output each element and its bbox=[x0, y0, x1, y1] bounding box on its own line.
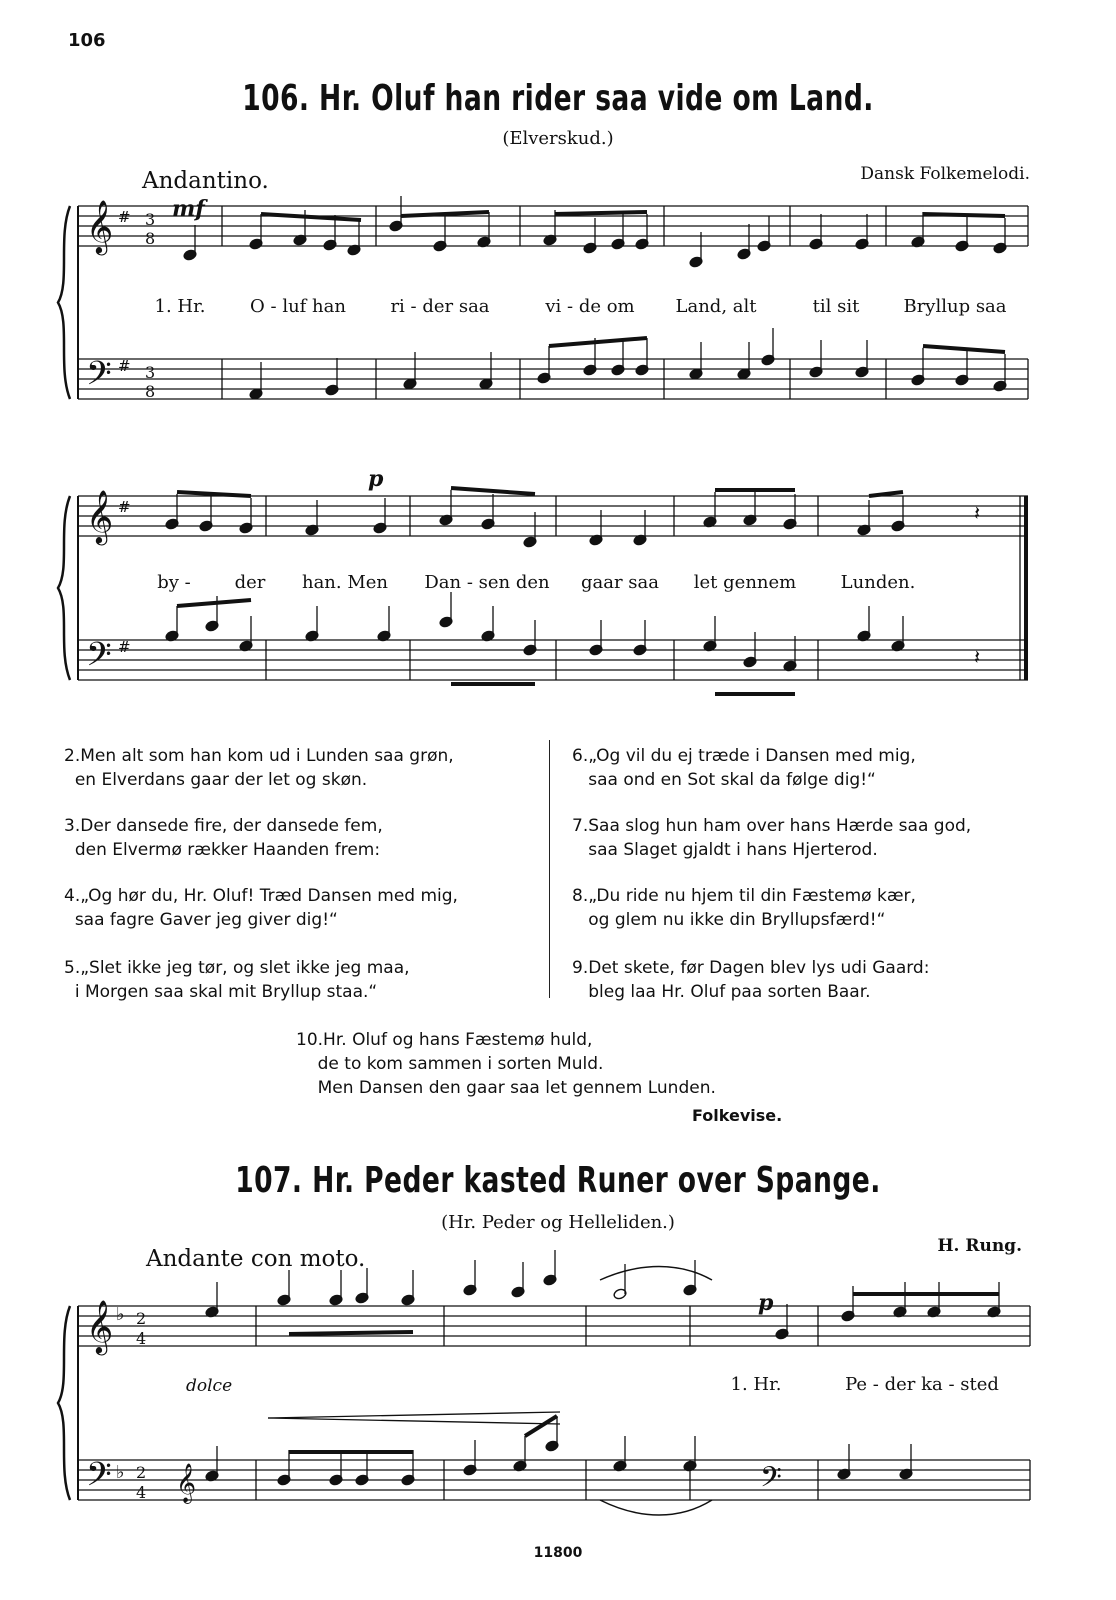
sharp-icon: # bbox=[118, 498, 131, 516]
note-beam bbox=[923, 214, 1005, 216]
lyric-syllable: O - luf han bbox=[250, 296, 346, 317]
bass-clef-icon: 𝄢 bbox=[86, 636, 112, 682]
song-107-title: 107. Hr. Peder kasted Runer over Spange. bbox=[235, 1160, 881, 1201]
tie bbox=[600, 1500, 712, 1515]
verse-8: 8.„Du ride nu hjem til din Fæstemø kær, og glem nu ikke din Bryllupsfærd!“ bbox=[572, 886, 916, 930]
lyric-syllable: 1. Hr. bbox=[730, 1374, 782, 1395]
song-107-composer: H. Rung. bbox=[937, 1236, 1022, 1256]
note-beam bbox=[289, 1332, 413, 1334]
note-beam bbox=[177, 600, 251, 606]
verse-column-divider bbox=[549, 740, 550, 998]
sharp-icon: # bbox=[118, 357, 131, 375]
song-107-tempo: Andante con moto. bbox=[146, 1246, 366, 1272]
lyric-syllable: til sit bbox=[812, 296, 860, 317]
time-signature: 2 bbox=[136, 1463, 147, 1482]
dynamic-p: p bbox=[758, 1290, 774, 1316]
lyric-syllable: 1. Hr. bbox=[154, 296, 206, 317]
song-106-composer: Dansk Folkemelodi. bbox=[860, 164, 1030, 184]
flat-icon: ♭ bbox=[116, 1462, 125, 1483]
lyric-syllable: by - bbox=[157, 572, 191, 593]
system-brace bbox=[58, 1306, 70, 1500]
bass-clef-icon: 𝄢 bbox=[86, 355, 112, 401]
page-number: 106 bbox=[68, 30, 106, 51]
dynamic-mf: mf bbox=[172, 196, 205, 222]
lyric-syllable: der bbox=[234, 572, 266, 593]
system-brace bbox=[58, 496, 70, 680]
note-beam bbox=[555, 212, 647, 214]
note-beam bbox=[525, 1416, 557, 1436]
verse-9: 9.Det skete, før Dagen blev lys udi Gaard: bleg laa Hr. Oluf paa sorten Baar. bbox=[572, 958, 930, 1002]
treble-clef-icon: 𝄞 bbox=[86, 199, 114, 253]
note-beam bbox=[923, 346, 1005, 352]
rest-icon: 𝄽 bbox=[974, 501, 981, 525]
verse-5: 5.„Slet ikke jeg tør, og slet ikke jeg maa, i Morgen saa skal mit Bryllup staa.“ bbox=[64, 958, 410, 1002]
verse-6: 6.„Og vil du ej træde i Dansen med mig, saa ond en Sot skal da følge dig!“ bbox=[572, 746, 916, 790]
crescendo-hairpin bbox=[268, 1412, 560, 1418]
sharp-icon: # bbox=[118, 638, 131, 656]
song-106-tempo: Andantino. bbox=[142, 168, 269, 194]
song-106-subtitle: (Elverskud.) bbox=[502, 128, 614, 149]
treble-clef-icon: 𝄞 bbox=[176, 1463, 197, 1503]
time-signature: 3 bbox=[145, 363, 156, 382]
song-107-subtitle: (Hr. Peder og Helleliden.) bbox=[441, 1212, 675, 1233]
lyric-syllable: Dan - sen den bbox=[424, 572, 550, 593]
footer-plate-number: 11800 bbox=[533, 1545, 583, 1561]
verse-2: 2.Men alt som han kom ud i Lunden saa grøn, en Elverdans gaar der let og skøn. bbox=[64, 746, 454, 790]
treble-clef-icon: 𝄞 bbox=[86, 1299, 114, 1353]
lyric-syllable: Pe - der ka - sted bbox=[845, 1374, 999, 1395]
crescendo-hairpin bbox=[268, 1418, 560, 1424]
song-106-title: 106. Hr. Oluf han rider saa vide om Land. bbox=[242, 78, 874, 119]
time-signature: 8 bbox=[145, 229, 156, 248]
note-beam bbox=[261, 214, 361, 220]
lyric-syllable: Bryllup saa bbox=[903, 296, 1007, 317]
lyric-syllable: let gennem bbox=[693, 572, 797, 593]
time-signature: 4 bbox=[136, 1483, 147, 1502]
lyric-syllable: gaar saa bbox=[580, 572, 660, 593]
lyric-syllable: ri - der saa bbox=[390, 296, 490, 317]
note-beam bbox=[549, 338, 647, 346]
sharp-icon: # bbox=[118, 208, 131, 226]
verse-3: 3.Der dansede fire, der dansede fem, den Elvermø rækker Haanden frem: bbox=[64, 816, 383, 860]
verse-4: 4.„Og hør du, Hr. Oluf! Træd Dansen med mig, saa fagre Gaver jeg giver dig!“ bbox=[64, 886, 458, 930]
dynamic-dolce: dolce bbox=[186, 1376, 233, 1396]
verse-7: 7.Saa slog hun ham over hans Hærde saa god, saa Slaget gjaldt i hans Hjerterod. bbox=[572, 816, 972, 860]
lyric-syllable: Land, alt bbox=[675, 296, 757, 317]
lyric-syllable: Lunden. bbox=[840, 572, 916, 593]
note-beam bbox=[451, 488, 535, 494]
system-brace bbox=[58, 206, 70, 399]
bass-clef-icon: 𝄢 bbox=[86, 1456, 112, 1502]
lyric-syllable: vi - de om bbox=[545, 296, 635, 317]
verse-10: 10.Hr. Oluf og hans Fæstemø huld, de to kom sammen i sorten Muld. Men Dansen den gaar saa let gennem Lunden. bbox=[296, 1030, 716, 1098]
attribution: Folkevise. bbox=[692, 1106, 783, 1125]
time-signature: 3 bbox=[145, 210, 156, 229]
treble-clef-icon: 𝄞 bbox=[86, 489, 114, 543]
bass-clef-icon: 𝄢 bbox=[760, 1461, 782, 1501]
time-signature: 8 bbox=[145, 382, 156, 401]
flat-icon: ♭ bbox=[116, 1304, 125, 1325]
dynamic-p: p bbox=[368, 466, 384, 492]
lyric-syllable: han. Men bbox=[301, 572, 389, 593]
rest-icon: 𝄽 bbox=[974, 645, 981, 669]
time-signature: 4 bbox=[136, 1329, 147, 1348]
time-signature: 2 bbox=[136, 1309, 147, 1328]
